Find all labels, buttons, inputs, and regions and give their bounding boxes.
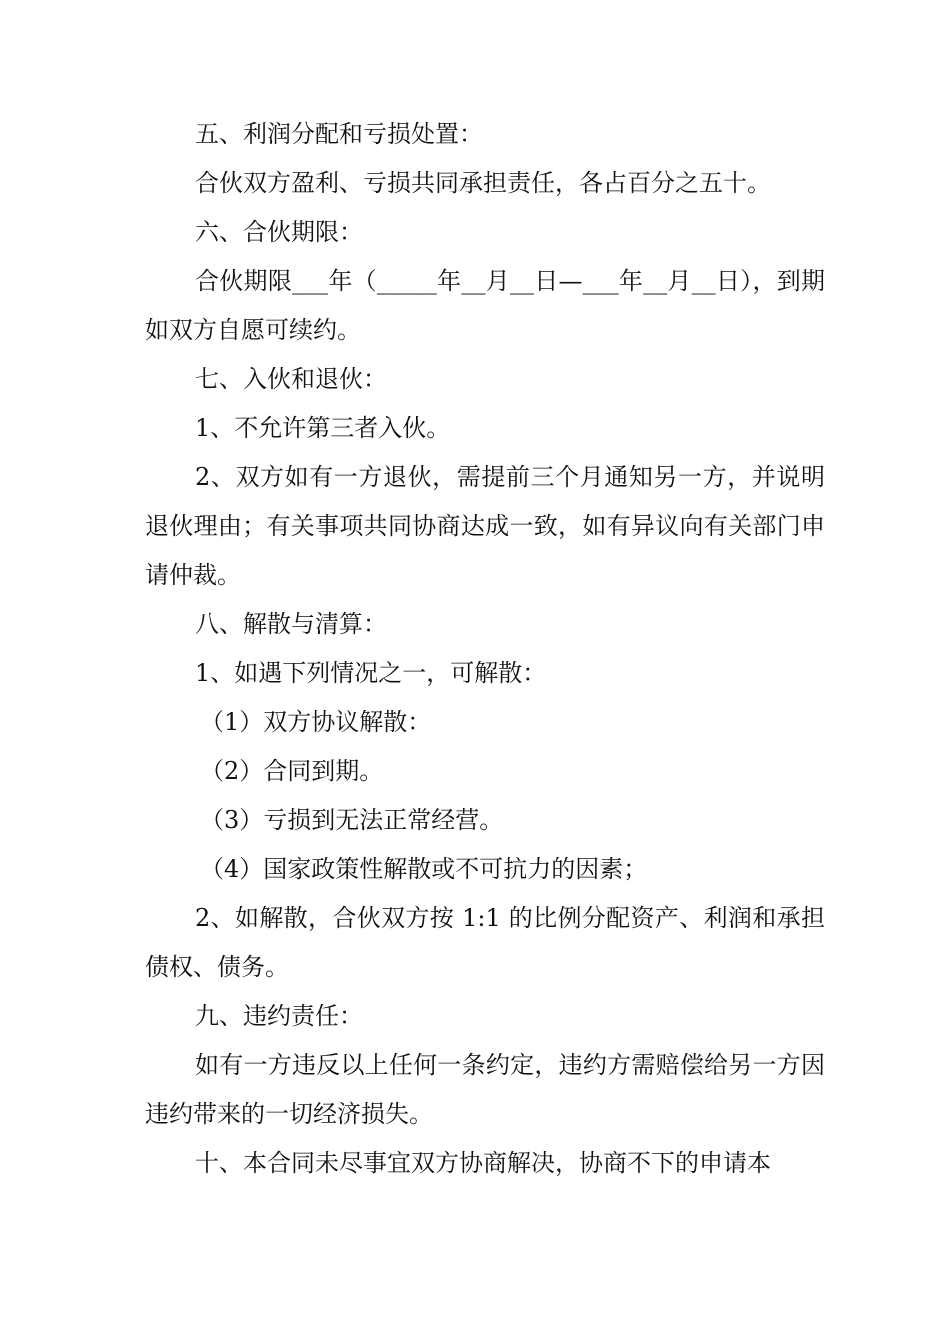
list-item-withdrawal: 2、双方如有一方退伙，需提前三个月通知另一方，并说明退伙理由；有关事项共同协商达成一致，如有异议向有关部门申请仲裁。 — [145, 463, 825, 589]
sub-item-1: （1）双方协议解散： — [200, 708, 432, 736]
list-item-dissolution-conditions: 1、如遇下列情况之一，可解散： — [195, 659, 547, 687]
list-item-no-third-party: 1、不允许第三者入伙。 — [195, 414, 451, 442]
section-heading-breach: 九、违约责任： — [195, 1002, 363, 1030]
section-heading-misc: 十、本合同未尽事宜双方协商解决，协商不下的申请本 — [195, 1149, 771, 1177]
section-heading-dissolution: 八、解散与清算： — [195, 610, 387, 638]
document-body — [145, 110, 825, 1188]
sub-item-2: （2）合同到期。 — [200, 757, 384, 785]
section-heading-term: 六、合伙期限： — [195, 218, 363, 246]
paragraph-breach: 如有一方违反以上任何一条约定，违约方需赔偿给另一方因违约带来的一切经济损失。 — [145, 1051, 825, 1128]
paragraph-profit-sharing: 合伙双方盈利、亏损共同承担责任，各占百分之五十。 — [195, 169, 771, 197]
sub-item-3: （3）亏损到无法正常经营。 — [200, 806, 504, 834]
sub-item-4: （4）国家政策性解散或不可抗力的因素； — [200, 855, 648, 883]
section-heading-join-withdraw: 七、入伙和退伙： — [195, 365, 387, 393]
list-item-asset-distribution: 2、如解散，合伙双方按 1:1 的比例分配资产、利润和承担债权、债务。 — [145, 904, 825, 981]
paragraph-term: 合伙期限___年（_____年__月__日—___年__月__日），到期如双方自愿可续约。 — [145, 267, 825, 344]
section-heading-profit: 五、利润分配和亏损处置： — [195, 120, 483, 148]
